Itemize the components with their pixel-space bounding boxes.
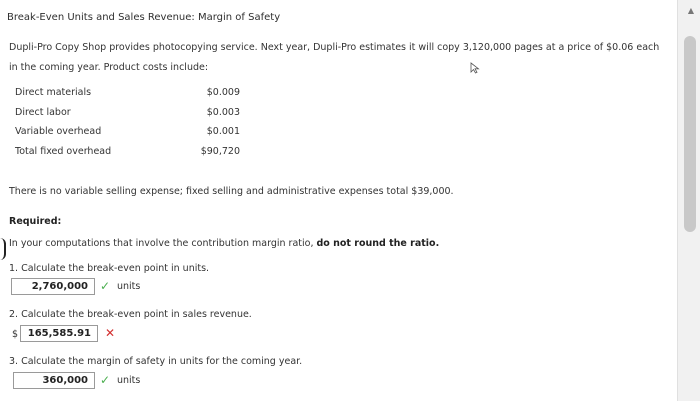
cost-value: $0.001: [206, 126, 240, 137]
page-title: Break-Even Units and Sales Revenue: Margin of Safety: [7, 12, 281, 23]
intro-line-2: in the coming year. Product costs include:: [9, 62, 209, 73]
intro-line-1: Dupli-Pro Copy Shop provides photocopying service. Next year, Dupli-Pro estimates it will copy 3,120,000 pages at a price of $0.06 each: [9, 42, 660, 53]
selling-expense-note: There is no variable selling expense; fixed selling and administrative expenses total $39,000.: [9, 186, 454, 197]
instruction-emphasis: do not round the ratio.: [316, 238, 440, 249]
answer-input-3[interactable]: 360,000: [13, 372, 95, 389]
cost-label: Direct labor: [15, 107, 71, 118]
check-icon: ✓: [100, 373, 111, 387]
instruction-note: [9, 238, 439, 249]
answer-input-2[interactable]: 165,585.91: [20, 325, 98, 342]
currency-prefix: $: [12, 329, 19, 340]
unit-label: units: [117, 281, 141, 292]
cost-value: $0.003: [206, 107, 240, 118]
question-1-text: 1. Calculate the break-even point in units.: [9, 263, 210, 274]
vertical-scrollbar[interactable]: [677, 0, 700, 401]
check-icon: ✓: [100, 279, 111, 293]
cross-icon: ✕: [105, 326, 116, 340]
cost-value: $0.009: [206, 87, 240, 98]
answer-input-1[interactable]: 2,760,000: [11, 278, 95, 295]
cost-label: Variable overhead: [15, 126, 102, 137]
instruction-text: In your computations that involve the contribution margin ratio,: [9, 238, 317, 249]
scrollbar-thumb[interactable]: [684, 36, 696, 232]
question-2-text: 2. Calculate the break-even point in sales revenue.: [9, 309, 252, 320]
question-3-text: 3. Calculate the margin of safety in units for the coming year.: [9, 356, 303, 367]
cost-label: Total fixed overhead: [15, 146, 112, 157]
cost-label: Direct materials: [15, 87, 92, 98]
unit-label: units: [117, 375, 141, 386]
cost-value: $90,720: [200, 146, 240, 157]
scroll-up-icon[interactable]: ▲: [687, 6, 694, 15]
required-heading: Required:: [9, 216, 62, 227]
instruction-bracket: [0, 238, 6, 260]
mouse-cursor-icon: [470, 62, 482, 74]
